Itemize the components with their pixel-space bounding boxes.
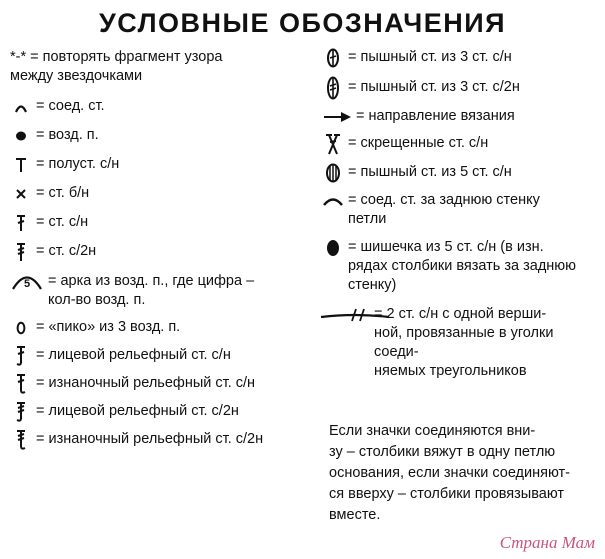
legend-entry-bpdc [10, 374, 310, 393]
legend-entry-crossed [322, 134, 600, 153]
legend-entry-dc [10, 213, 310, 232]
legend-text: = соед. ст. [36, 98, 105, 114]
puff-3-tr-icon [322, 78, 344, 97]
legend-text: = изнаночный рельефный ст. с/2н [36, 431, 264, 447]
legend-entry-tr [10, 242, 310, 261]
treble-crochet-icon [10, 242, 32, 261]
legend-entry-puff3dc [322, 48, 600, 67]
legend-entry-slip-stitch [10, 97, 310, 116]
legend-text: = лицевой рельефный ст. с/н [36, 347, 231, 363]
legend-text: = пышный ст. из 3 ст. с/н [348, 49, 512, 65]
legend-entry-bobble [322, 238, 600, 295]
legend-text: = направление вязания [356, 108, 515, 124]
page-title: УСЛОВНЫЕ ОБОЗНАЧЕНИЯ [98, 8, 507, 38]
legend-text: = возд. п. [36, 127, 99, 143]
legend-text: = изнаночный рельефный ст. с/н [36, 375, 256, 391]
legend-text: *-* = повторять фрагмент узора между звездочками [10, 49, 223, 84]
front-post-tr-icon [10, 402, 32, 421]
back-post-tr-icon [10, 430, 32, 449]
legend-entry-sc [10, 184, 310, 203]
legend-text: = соед. ст. за заднюю стенку петли [348, 192, 540, 227]
legend-entry-puff3tr [322, 78, 600, 97]
legend-text: = 2 ст. с/н с одной верши- ной, провязанные в уголки соеди- няемых треугольников [374, 306, 554, 379]
legend-entry-fpdc [10, 346, 310, 365]
legend-text: = арка из возд. п., где цифра – кол-во возд. п. [48, 273, 255, 308]
legend-text: = ст. б/н [36, 185, 90, 201]
legend-entry-arch [10, 272, 310, 310]
legend-entry-fptr [10, 402, 310, 421]
legend-entry-bptr [10, 430, 310, 449]
chain-arch-icon [10, 272, 44, 291]
legend-entry-direction [322, 107, 600, 126]
joining-note: Если значки соединяются вни- зу – столбики вяжут в одну петлю основания, если значки соединяют- ся вверху – столбики провязывают вместе. [329, 423, 571, 523]
legend-entry-chain [10, 126, 310, 145]
bobble-icon [322, 238, 344, 257]
legend-entry-half-dc [10, 155, 310, 174]
legend-text: = ст. с/н [36, 214, 89, 230]
legend-text: = пышный ст. из 5 ст. с/н [348, 164, 512, 180]
arch-number-label: 5 [23, 278, 31, 290]
double-crochet-icon [10, 213, 32, 232]
watermark: Страна Мам [499, 533, 595, 552]
legend-text: = пышный ст. из 3 ст. с/2н [348, 79, 520, 95]
legend-left-column [10, 48, 310, 449]
crossed-stitches-icon [322, 134, 344, 153]
legend-text: = лицевой рельефный ст. с/2н [36, 403, 239, 419]
back-loop-slip-icon [322, 191, 344, 210]
legend-text: = ст. с/2н [36, 243, 97, 259]
legend-entry-puff5dc [322, 163, 600, 182]
legend-entry-picot [10, 318, 310, 337]
legend-text: = полуст. с/н [36, 156, 120, 172]
legend-entry-back-loop [322, 191, 600, 229]
back-post-dc-icon [10, 374, 32, 393]
legend-text: = шишечка из 5 ст. с/н (в изн. рядах столбики вязать за заднюю стенку) [348, 239, 577, 293]
two-dc-together-icon [320, 305, 390, 325]
legend-entry-asterisk [10, 48, 310, 88]
slip-stitch-icon [10, 97, 32, 116]
direction-arrow-icon [322, 107, 352, 126]
chain-dot-icon [10, 126, 32, 145]
legend-text: = «пико» из 3 возд. п. [36, 319, 181, 335]
half-double-crochet-icon [10, 155, 32, 174]
puff-3-dc-icon [322, 48, 344, 67]
legend-text: = скрещенные ст. с/н [348, 135, 489, 151]
picot-icon [10, 318, 32, 337]
legend-entry-2dc-together [322, 305, 600, 381]
legend-right-column [322, 48, 600, 381]
front-post-dc-icon [10, 346, 32, 365]
puff-5-dc-icon [322, 163, 344, 182]
single-crochet-cross-icon [10, 184, 32, 203]
